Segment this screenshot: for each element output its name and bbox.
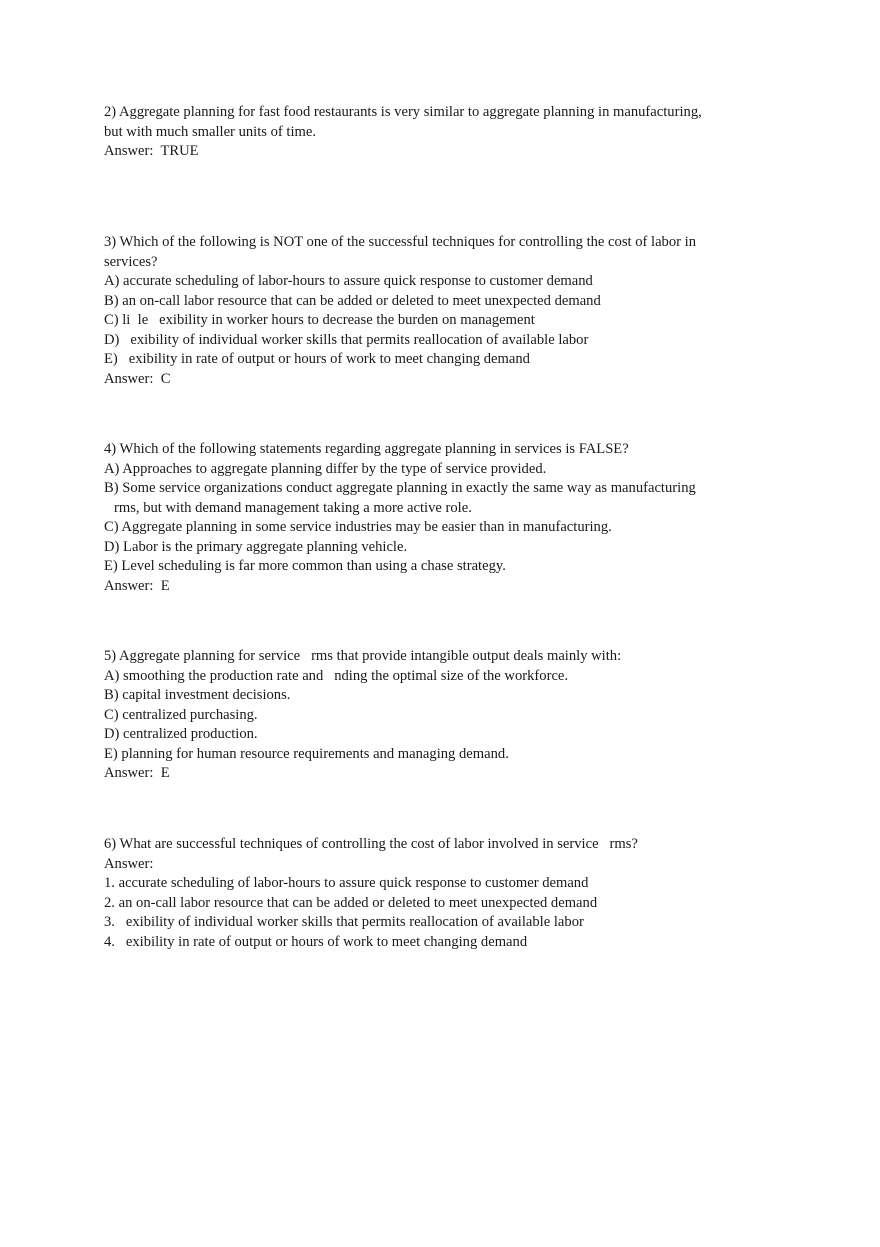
question-2 (104, 103, 784, 162)
question-stem-line: 6) What are successful techniques of controlling the cost of labor involved in service rms? (104, 836, 638, 852)
answer-line: Answer: C (104, 370, 171, 387)
answer-list-item: 2. an on-call labor resource that can be added or deleted to meet unexpected demand (104, 894, 598, 911)
answer-list-item: 4. exibility in rate of output or hours of work to meet changing demand (104, 933, 528, 950)
question-3 (104, 233, 784, 389)
answer-option: D) Labor is the primary aggregate planning vehicle. (104, 538, 408, 555)
answer-option: E) planning for human resource requirements and managing demand. (104, 745, 509, 762)
question-4 (104, 440, 784, 596)
question-stem-line: but with much smaller units of time. (104, 123, 316, 140)
question-stem-line: services? (104, 253, 158, 270)
answer-option: C) li le exibility in worker hours to decrease the burden on management (104, 312, 535, 328)
answer-option: B) an on-call labor resource that can be added or deleted to meet unexpected demand (104, 292, 601, 309)
answer-line: Answer: (104, 855, 154, 872)
answer-option: D) exibility of individual worker skills that permits reallocation of available labor (104, 331, 589, 348)
answer-option: B) Some service organizations conduct aggregate planning in exactly the same way as manufacturing (104, 480, 696, 496)
question-5 (104, 647, 784, 784)
answer-option: B) capital investment decisions. (104, 687, 291, 703)
answer-option: A) Approaches to aggregate planning differ by the type of service provided. (104, 460, 547, 477)
question-stem-line: 5) Aggregate planning for service rms that provide intangible output deals mainly with: (104, 648, 622, 664)
answer-line: Answer: E (104, 765, 170, 781)
answer-option: E) exibility in rate of output or hours of work to meet changing demand (104, 351, 530, 367)
answer-list-item: 3. exibility of individual worker skills that permits reallocation of available labor (104, 914, 584, 930)
answer-option-continuation: rms, but with demand management taking a more active role. (114, 499, 472, 516)
question-stem-line: 4) Which of the following statements regarding aggregate planning in services is FALSE? (104, 441, 629, 457)
answer-option: E) Level scheduling is far more common than using a chase strategy. (104, 558, 506, 574)
answer-option: D) centralized production. (104, 726, 258, 742)
answer-line: Answer: TRUE (104, 143, 199, 159)
answer-option: A) smoothing the production rate and nding the optimal size of the workforce. (104, 667, 569, 684)
answer-option: C) Aggregate planning in some service industries may be easier than in manufacturing. (104, 519, 612, 535)
answer-list-item: 1. accurate scheduling of labor-hours to assure quick response to customer demand (104, 875, 589, 891)
answer-option: A) accurate scheduling of labor-hours to assure quick response to customer demand (104, 273, 593, 289)
answer-line: Answer: E (104, 577, 170, 594)
question-6 (104, 835, 784, 952)
question-stem-line: 2) Aggregate planning for fast food restaurants is very similar to aggregate planning in manufacturing, (104, 104, 702, 120)
answer-option: C) centralized purchasing. (104, 706, 258, 723)
question-stem-line: 3) Which of the following is NOT one of the successful techniques for controlling the cost of labor in (104, 234, 696, 250)
